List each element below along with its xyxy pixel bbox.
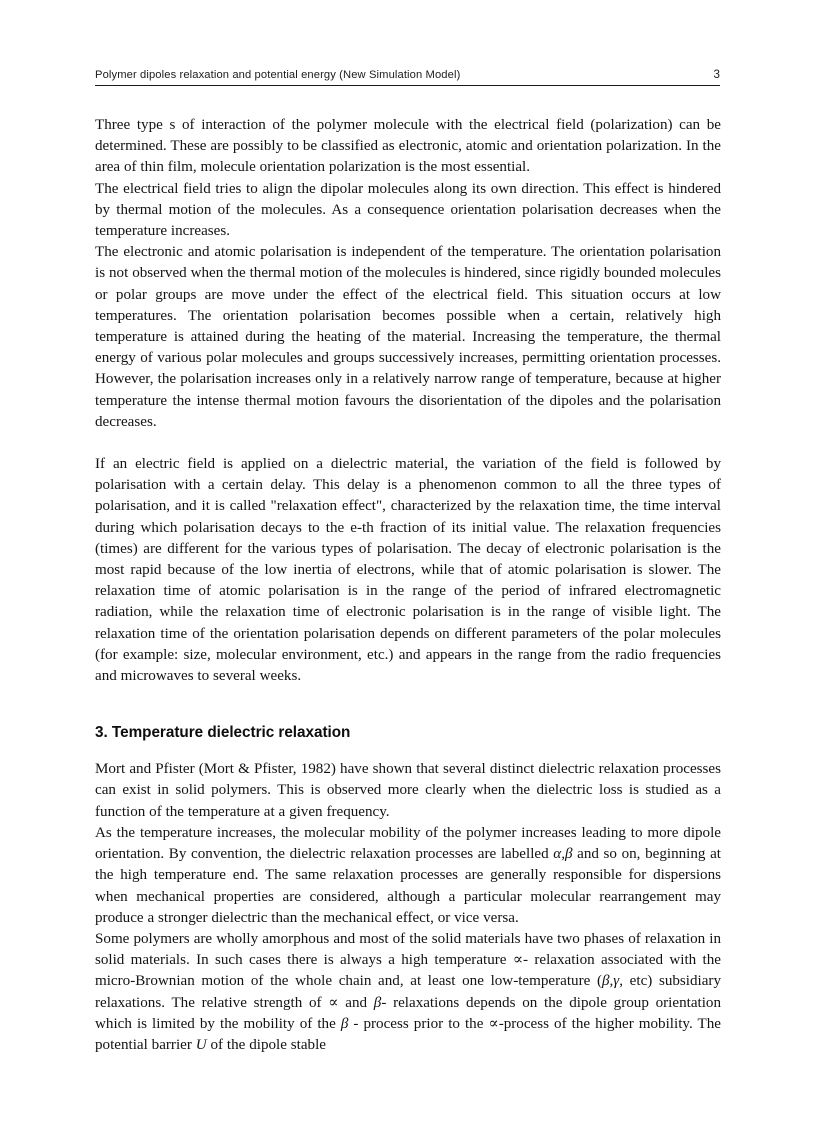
running-header xyxy=(95,68,720,86)
symbol-alpha-3: ∝ xyxy=(488,1015,499,1032)
para3-text-b: - relaxation associated with the micro-Brownian motion of the whole chain and, at least one low-temperature ( xyxy=(95,952,721,990)
para3-text-a: Some polymers are wholly amorphous and most of the solid materials have two phases of relaxation in solid materials. In such cases there is always a high temperature xyxy=(95,930,721,969)
paragraph-intro-types: Three type s of interaction of the polymer molecule with the electrical field (polarization) can be determined. These are possibly to be classified as electronic, atomic and orientation polarization. In the area of thin film, molecule orientation polarization is the most essential. xyxy=(95,117,721,176)
symbol-beta-gamma: β,γ xyxy=(602,973,620,990)
para2-text-b: and so on, beginning at the high temperature end. The same relaxation processes are generally responsible for dispersions when mechanical properties are considered, although a particular molecular rearrangement may produce a stronger dielectric than the mechanical effect, or vice versa. xyxy=(95,846,721,926)
para3-text-g: -process of the higher mobility. The potential barrier xyxy=(95,1015,721,1053)
paragraph-relaxation-effect: If an electric field is applied on a dielectric material, the variation of the field is followed by polarisation with a certain delay. This delay is a phenomenon common to all the three types of polarisation, and it is called "relaxation effect", characterized by the relaxation time, the time interval during which polarisation decays to the e-th fraction of its initial value. The relaxation frequencies (times) are different for the various types of polarisation. The decay of electronic polarisation is the most rapid because of the low inertia of electrons, while that of atomic polarisation is slower. The relaxation time of atomic polarisation is in the range of the period of infrared electromagnetic radiation, while the relaxation time of electronic polarisation is in the range of visible light. The relaxation time of the orientation polarisation depends on different parameters of the polar molecules (for example: size, molecular environment, etc.) and appears in the range from the radio frequencies and microwaves to several weeks. xyxy=(95,456,721,685)
paragraph-mort-pfister: Mort and Pfister (Mort & Pfister, 1982) have shown that several distinct dielectric relaxation processes can exist in solid polymers. This is observed more clearly when the dielectric loss is studied as a function of the temperature at a given frequency. xyxy=(95,761,721,820)
para3-text-f: - process prior to the xyxy=(348,1015,489,1032)
symbol-potential-barrier-u: U xyxy=(195,1036,207,1053)
symbol-beta-1: β xyxy=(373,994,382,1011)
paragraph-electrical-field-align: The electrical field tries to align the dipolar molecules along its own direction. This effect is hindered by thermal motion of the molecules. As a consequence orientation polarisation decreases when the temperature increases. xyxy=(95,180,721,240)
running-header-title: Polymer dipoles relaxation and potential energy (New Simulation Model) xyxy=(95,69,461,81)
symbol-alpha-1: ∝ xyxy=(512,952,524,969)
para3-text-h: of the dipole stable xyxy=(206,1036,326,1053)
para3-text-d: and xyxy=(338,994,374,1011)
paragraph-electronic-atomic-polarisation: The electronic and atomic polarisation is independent of the temperature. The orientation polarisation is not observed when the thermal motion of the molecules is hindered, since rigidly bounded molecules or polar groups are move under the effect of the electrical field. This situation occurs at low temperatures. The orientation polarisation becomes possible when a certain, relatively high temperature is attained during the heating of the material. Increasing the temperature, the thermal energy of various polar molecules and groups successively increases, permitting orientation processes. However, the polarisation increases only in a relatively narrow range of temperature, because at higher temperature the intense thermal motion favours the disorientation of the dipoles and the polarisation decreases. xyxy=(95,244,721,430)
section-heading-3: 3. Temperature dielectric relaxation xyxy=(95,724,351,742)
symbol-beta-2: β xyxy=(340,1015,349,1032)
symbol-alpha-beta: α,β xyxy=(553,846,573,863)
page-number: 3 xyxy=(713,68,720,81)
para2-text-a: As the temperature increases, the molecular mobility of the polymer increases leading to more dipole orientation. By convention, the dielectric relaxation processes are labelled xyxy=(95,824,721,863)
paragraph-amorphous-polymers xyxy=(95,929,721,1056)
para3-text-e: - relaxations depends on the dipole group orientation which is limited by the mobility of the xyxy=(95,994,721,1032)
symbol-alpha-2: ∝ xyxy=(328,994,339,1011)
body-text-column xyxy=(95,115,721,1056)
para3-text-c: , etc) subsidiary relaxations. The relative strength of xyxy=(95,973,721,1011)
paragraph-temperature-increases xyxy=(95,823,721,929)
